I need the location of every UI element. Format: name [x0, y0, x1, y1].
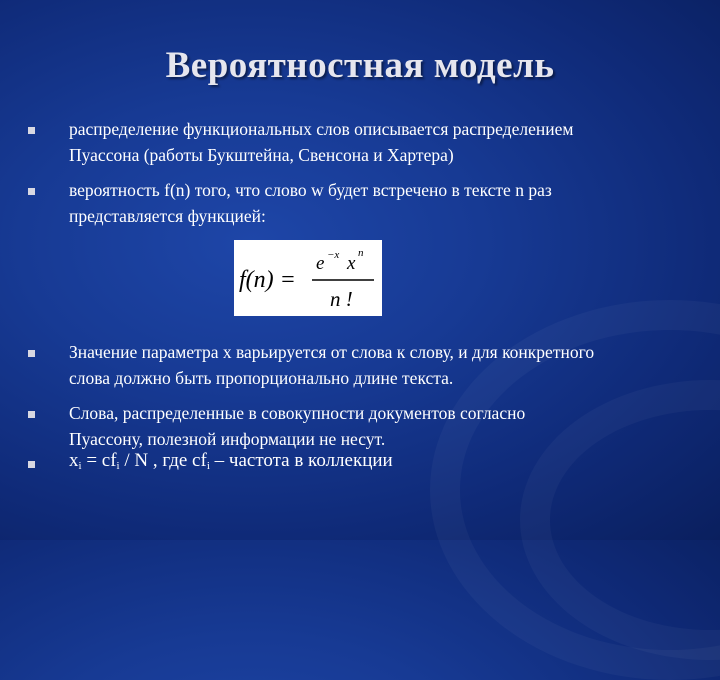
- bullet-square-icon: [28, 461, 35, 468]
- formula-lhs: f(n) =: [239, 267, 296, 293]
- poisson-formula: [234, 240, 382, 316]
- bullet-text: [69, 448, 699, 479]
- bullet-line: распределение функциональных слов описывается распределением: [69, 119, 574, 139]
- subscript-i: i: [78, 460, 82, 472]
- bullet-line: Пуассону, полезной информации не несут.: [69, 429, 386, 449]
- bullet-line: вероятность f(n) того, что слово w будет встречено в тексте n раз: [69, 180, 552, 200]
- bullet-text: [69, 177, 699, 229]
- bullet-square-icon: [28, 127, 35, 134]
- formula-image: [234, 240, 382, 316]
- bullet-square-icon: [28, 411, 35, 418]
- subscript-i: i: [206, 460, 210, 472]
- bullet-line: представляется функцией:: [69, 206, 266, 226]
- bullet-text: [69, 116, 699, 168]
- bullet-square-icon: [28, 188, 35, 195]
- formula-x: x: [347, 253, 356, 274]
- eq-text: = cf: [81, 450, 117, 471]
- bullet-line: слова должно быть пропорционально длине текста.: [69, 368, 454, 388]
- slide-title: Вероятностная модель: [165, 45, 555, 86]
- div-text: / N , где cf: [119, 450, 207, 471]
- var-x: x: [69, 450, 79, 471]
- tail-text: – частота в коллекции: [209, 450, 393, 471]
- formula-denominator: n !: [330, 287, 353, 311]
- bullet-line: Пуассона (работы Букштейна, Свенсона и Хартера): [69, 145, 454, 165]
- formula-e: e: [316, 253, 325, 274]
- bullet-square-icon: [28, 350, 35, 357]
- bullet-text: [69, 339, 699, 391]
- formula-n-sup: n: [358, 247, 364, 259]
- bullet-text: [69, 400, 699, 452]
- bullet-line: Значение параметра x варьируется от слова к слову, и для конкретного: [69, 342, 595, 362]
- formula-exp: −x: [327, 249, 340, 261]
- bullet-line: Слова, распределенные в совокупности документов согласно: [69, 403, 526, 423]
- subscript-i: i: [116, 460, 120, 472]
